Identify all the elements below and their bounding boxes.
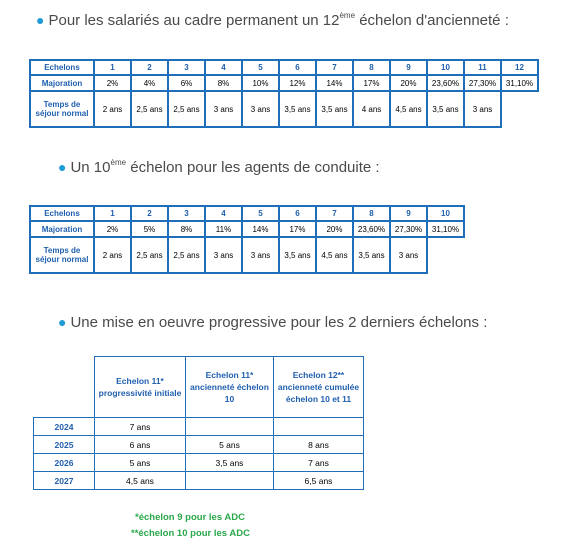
echelon-number-cell: 6 (279, 60, 316, 75)
sejour-cell: 3,5 ans (279, 91, 316, 127)
col-header-echelon12-cumulee: Echelon 12** ancienneté cumulée échelon 10 et 11 (274, 357, 364, 418)
majoration-cell: 14% (316, 75, 353, 91)
majoration-cell: 2% (94, 221, 131, 237)
table-row (34, 472, 364, 490)
majoration-cell: 23,60% (427, 75, 464, 91)
sejour-cell: 2,5 ans (168, 237, 205, 273)
section1-title-text-end: échelon d'ancienneté : (355, 12, 509, 29)
echelon-number-cell: 12 (501, 60, 538, 75)
table-row (30, 221, 464, 237)
section1-title-text: Pour les salariés au cadre permanent un 12 (48, 12, 340, 29)
sejour-cell: 3 ans (242, 91, 279, 127)
echelon-number-cell: 5 (242, 206, 279, 221)
sejour-cell: 3 ans (205, 91, 242, 127)
majoration-cell: 20% (390, 75, 427, 91)
corner-cell (34, 357, 95, 418)
table-cell (186, 418, 274, 436)
sejour-cell: 3 ans (242, 237, 279, 273)
majoration-cell: 4% (131, 75, 168, 91)
sejour-cell: 3,5 ans (316, 91, 353, 127)
echelon-number-cell: 6 (279, 206, 316, 221)
sejour-cell: 2,5 ans (168, 91, 205, 127)
table-cell: 4,5 ans (95, 472, 186, 490)
echelon-number-cell: 9 (390, 60, 427, 75)
sejour-cell: 2 ans (94, 237, 131, 273)
footnote-adc-10: **échelon 10 pour les ADC (131, 528, 250, 539)
table-cell: 8 ans (274, 436, 364, 454)
section1-title-sup: ème (339, 11, 356, 20)
section1-title (36, 11, 509, 29)
echelon-number-cell: 8 (353, 206, 390, 221)
majoration-cell: 8% (205, 75, 242, 91)
majoration-cell: 31,10% (427, 221, 464, 237)
year-cell: 2025 (34, 436, 95, 454)
year-cell: 2024 (34, 418, 95, 436)
row-label: Temps de séjour normal (30, 237, 94, 273)
col-header-echelon11-initial: Echelon 11* progressivité initiale (95, 357, 186, 418)
row-label: Echelons (30, 60, 94, 75)
table-cell (186, 472, 274, 490)
section2-title (58, 158, 380, 176)
section2-title-sup: ème (110, 158, 127, 167)
empty-cell (427, 237, 464, 273)
majoration-cell: 17% (353, 75, 390, 91)
echelon-number-cell: 7 (316, 60, 353, 75)
table-cell: 6 ans (95, 436, 186, 454)
echelon-number-cell: 5 (242, 60, 279, 75)
table-row (34, 454, 364, 472)
section2-title-text-end: échelon pour les agents de conduite : (126, 159, 380, 176)
row-label: Majoration (30, 75, 94, 91)
echelon-number-cell: 11 (464, 60, 501, 75)
majoration-cell: 31,10% (501, 75, 538, 91)
sejour-cell: 3,5 ans (427, 91, 464, 127)
table-cell: 7 ans (95, 418, 186, 436)
echelon-number-cell: 9 (390, 206, 427, 221)
empty-cell (501, 91, 538, 127)
echelons-table-conduite (29, 205, 465, 274)
col-header-echelon11-anciennete: Echelon 11* ancienneté échelon 10 (186, 357, 274, 418)
sejour-cell: 2,5 ans (131, 237, 168, 273)
sejour-cell: 4,5 ans (390, 91, 427, 127)
majoration-cell: 10% (242, 75, 279, 91)
table-row (30, 91, 538, 127)
echelon-number-cell: 1 (94, 60, 131, 75)
progressive-table (33, 356, 364, 490)
majoration-cell: 23,60% (353, 221, 390, 237)
bullet-icon: ● (36, 12, 45, 28)
table-row (34, 418, 364, 436)
sejour-cell: 3,5 ans (279, 237, 316, 273)
majoration-cell: 2% (94, 75, 131, 91)
year-cell: 2026 (34, 454, 95, 472)
year-cell: 2027 (34, 472, 95, 490)
sejour-cell: 3 ans (464, 91, 501, 127)
echelon-number-cell: 3 (168, 60, 205, 75)
echelon-number-cell: 4 (205, 206, 242, 221)
echelon-number-cell: 2 (131, 60, 168, 75)
table-cell (274, 418, 364, 436)
majoration-cell: 12% (279, 75, 316, 91)
echelon-number-cell: 7 (316, 206, 353, 221)
majoration-cell: 6% (168, 75, 205, 91)
majoration-cell: 14% (242, 221, 279, 237)
sejour-cell: 3,5 ans (353, 237, 390, 273)
majoration-cell: 17% (279, 221, 316, 237)
sejour-cell: 4,5 ans (316, 237, 353, 273)
majoration-cell: 5% (131, 221, 168, 237)
table-cell: 3,5 ans (186, 454, 274, 472)
majoration-cell: 27,30% (464, 75, 501, 91)
echelons-table-cadre (29, 59, 539, 128)
row-label: Echelons (30, 206, 94, 221)
row-label: Majoration (30, 221, 94, 237)
echelon-number-cell: 2 (131, 206, 168, 221)
sejour-cell: 3 ans (205, 237, 242, 273)
sejour-cell: 2,5 ans (131, 91, 168, 127)
table-cell: 7 ans (274, 454, 364, 472)
table-row (30, 75, 538, 91)
sejour-cell: 2 ans (94, 91, 131, 127)
table-row (34, 436, 364, 454)
echelon-number-cell: 10 (427, 60, 464, 75)
sejour-cell: 3 ans (390, 237, 427, 273)
majoration-cell: 27,30% (390, 221, 427, 237)
bullet-icon: ● (58, 314, 67, 330)
section2-title-text: Un 10 (70, 159, 111, 176)
table-row (30, 206, 464, 221)
bullet-icon: ● (58, 159, 67, 175)
majoration-cell: 20% (316, 221, 353, 237)
table-cell: 5 ans (186, 436, 274, 454)
majoration-cell: 8% (168, 221, 205, 237)
table-row (30, 60, 538, 75)
footnote-adc-9: *échelon 9 pour les ADC (135, 512, 245, 523)
echelon-number-cell: 10 (427, 206, 464, 221)
majoration-cell: 11% (205, 221, 242, 237)
echelon-number-cell: 1 (94, 206, 131, 221)
sejour-cell: 4 ans (353, 91, 390, 127)
section3-title-text: Une mise en oeuvre progressive pour les 2 derniers échelons : (70, 314, 488, 331)
table-row (30, 237, 464, 273)
table-cell: 5 ans (95, 454, 186, 472)
echelon-number-cell: 3 (168, 206, 205, 221)
echelon-number-cell: 4 (205, 60, 242, 75)
table-cell: 6,5 ans (274, 472, 364, 490)
echelon-number-cell: 8 (353, 60, 390, 75)
row-label: Temps de séjour normal (30, 91, 94, 127)
section3-title (58, 314, 487, 331)
